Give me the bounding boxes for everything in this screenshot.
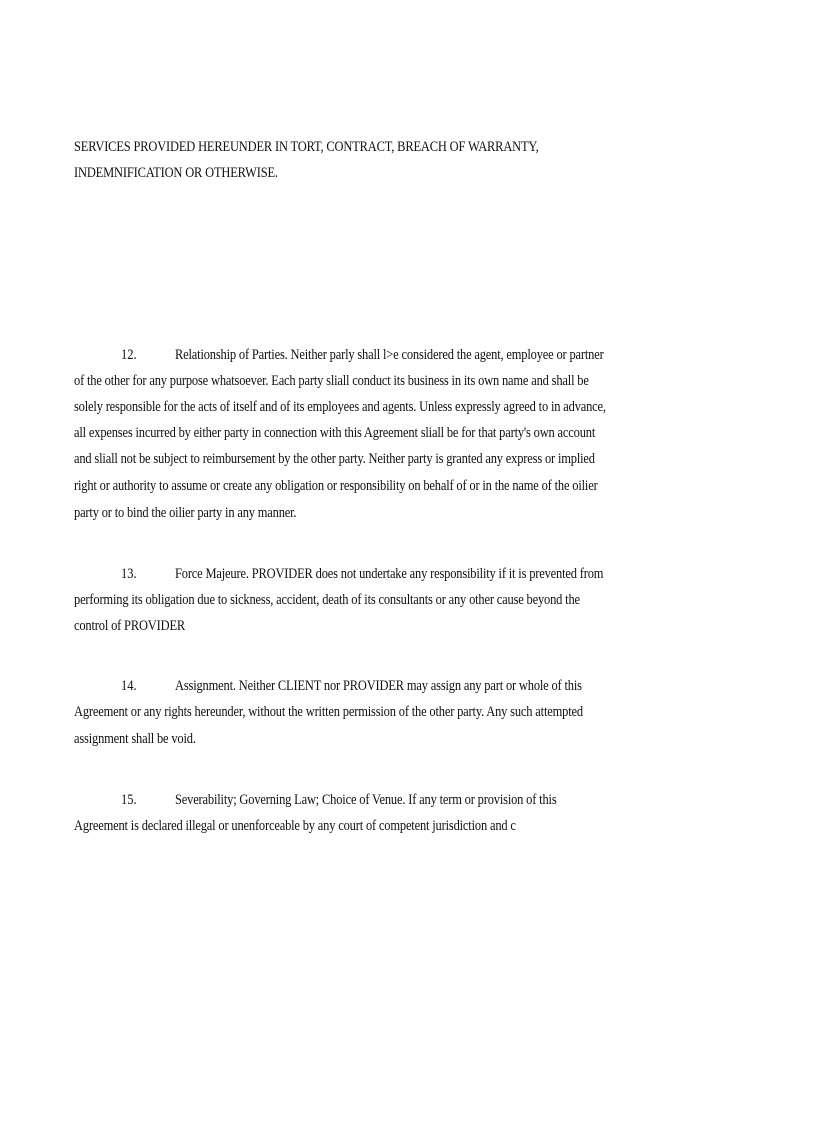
section-number: 15. — [121, 792, 137, 808]
section-heading-line: Relationship of Parties. Neither parly shall l>e considered the agent, employee or partner — [175, 347, 604, 363]
section-number: 13. — [121, 566, 137, 582]
section-heading-line: Severability; Governing Law; Choice of Venue. If any term or provision of this — [175, 792, 557, 808]
section-body-line: control of PROVIDER — [74, 618, 186, 634]
section-body-line: Agreement or any rights hereunder, without the written permission of the other party. Any such attempted — [74, 704, 583, 720]
section-body-line: assignment shall be void. — [74, 731, 196, 747]
section-body-line: all expenses incurred by either party in connection with this Agreement sliall be for that party's own account — [74, 425, 596, 441]
section-number: 14. — [121, 678, 137, 694]
section-heading-line: Assignment. Neither CLIENT nor PROVIDER may assign any part or whole of this — [175, 678, 582, 694]
intro-line: INDEMNIFICATION OR OTHERWISE. — [74, 165, 278, 181]
section-heading-line: Force Majeure. PROVIDER does not undertake any responsibility if it is prevented from — [175, 566, 604, 582]
section-body-line: solely responsible for the acts of itself and of its employees and agents. Unless expressly agreed to in advance, — [74, 399, 606, 415]
section-body-line: right or authority to assume or create any obligation or responsibility on behalf of or in the name of the oilier — [74, 478, 598, 494]
section-body-line: of the other for any purpose whatsoever. Each party sliall conduct its business in its own name and shall be — [74, 373, 589, 389]
section-body-line: party or to bind the oilier party in any manner. — [74, 505, 297, 521]
section-body-line: performing its obligation due to sickness, accident, death of its consultants or any other cause beyond the — [74, 592, 580, 608]
intro-line: SERVICES PROVIDED HEREUNDER IN TORT, CONTRACT, BREACH OF WARRANTY, — [74, 139, 539, 155]
section-number: 12. — [121, 347, 137, 363]
section-body-line: Agreement is declared illegal or unenforceable by any court of competent jurisdiction and c — [74, 818, 516, 834]
section-body-line: and sliall not be subject to reimbursement by the other party. Neither party is granted any express or implied — [74, 451, 595, 467]
